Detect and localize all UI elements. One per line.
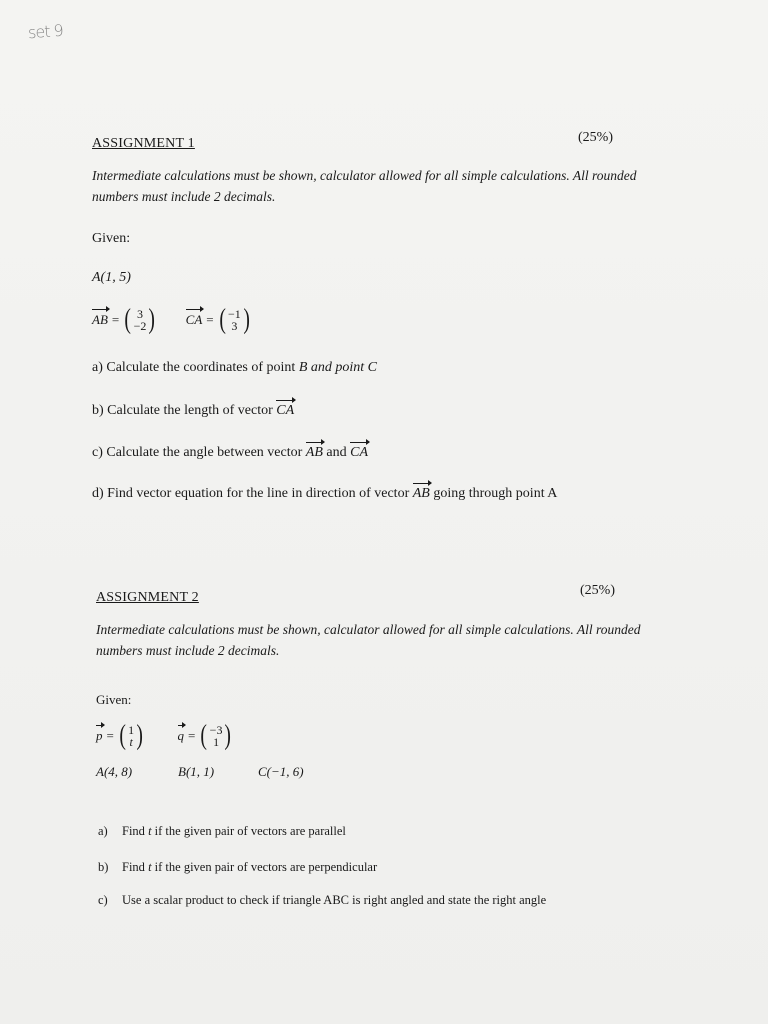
question-c-text: c) Calculate the angle between vector <box>92 445 306 460</box>
question-d-vector: AB <box>412 486 430 501</box>
assignment1-weight: (25%) <box>578 130 613 145</box>
assignment2-item-b <box>98 860 377 875</box>
question-b-vector: CA <box>276 403 295 418</box>
assignment2-weight: (25%) <box>580 583 615 598</box>
item-text-pre: Use a scalar product to check if triangle ABC is right angled and state the right angle <box>122 893 547 907</box>
vector-q-top: −3 <box>209 723 223 737</box>
handwritten-note: set 9 <box>27 20 64 43</box>
item-label: c) <box>98 893 108 907</box>
assignment1-question-d <box>92 486 557 502</box>
vector-p-top: 1 <box>128 723 135 737</box>
vector-q-bottom: 1 <box>213 735 220 749</box>
vector-ca: CA = ( −1 3 ) <box>185 304 250 335</box>
assignment2-instructions: Intermediate calculations must be shown, calculator allowed for all simple calculations. All rounded numbers must include 2 decimals. <box>96 622 641 658</box>
vector-ab-name: AB <box>92 312 108 327</box>
vector-ca-top: −1 <box>227 307 241 321</box>
item-var: t <box>148 860 152 874</box>
question-d-text: d) Find vector equation for the line in direction of vector <box>92 486 413 501</box>
vector-ab: AB = ( 3 −2 ) <box>92 304 156 335</box>
assignment1-heading: ASSIGNMENT 1 <box>92 136 195 151</box>
assignment1-vectors <box>92 306 251 334</box>
assignment1-question-b <box>92 403 294 419</box>
item-text-pre: Find <box>122 860 149 874</box>
item-var: t <box>148 824 152 838</box>
assignment2-point-c: C(−1, 6) <box>258 764 304 779</box>
item-text-post: if the given pair of vectors are perpendicular <box>151 860 378 874</box>
question-a-text: a) Calculate the coordinates of point <box>92 360 299 375</box>
vector-p: p = ( 1 t ) <box>96 720 144 751</box>
item-text-pre: Find <box>122 824 149 838</box>
assignment2-heading: ASSIGNMENT 2 <box>96 590 199 605</box>
vector-ab-top: 3 <box>136 307 143 321</box>
assignment2-vectors <box>96 722 233 750</box>
vector-ca-bottom: 3 <box>231 319 238 333</box>
vector-q-name: q <box>177 728 184 743</box>
assignment1-question-a <box>92 360 377 376</box>
item-label: b) <box>98 860 109 874</box>
assignment2-item-a <box>98 824 346 839</box>
assignment2-item-c <box>98 893 546 908</box>
item-label: a) <box>98 824 108 838</box>
question-c-vector2: CA <box>350 445 368 460</box>
assignment1-point-a: A(1, 5) <box>92 270 131 285</box>
item-text-post: if the given pair of vectors are parallel <box>151 824 346 838</box>
assignment2-given-label: Given: <box>96 692 132 707</box>
assignment1-instructions: Intermediate calculations must be shown, calculator allowed for all simple calculations. All rounded numbers must include 2 decimals. <box>92 168 637 204</box>
question-b-text: b) Calculate the length of vector <box>92 403 277 418</box>
assignment2-point-a: A(4, 8) <box>96 764 133 779</box>
vector-q: q = ( −3 1 ) <box>177 720 232 751</box>
vector-ab-bottom: −2 <box>133 319 147 333</box>
assignment1-given-label: Given: <box>92 231 131 246</box>
question-d-tail: going through point A <box>429 486 558 501</box>
vector-p-bottom: t <box>129 735 133 749</box>
assignment2-point-b: B(1, 1) <box>178 764 215 779</box>
vector-p-name: p <box>96 728 103 743</box>
question-a-math: B and point C <box>298 360 377 375</box>
assignment1-question-c <box>92 445 368 461</box>
vector-ca-name: CA <box>185 312 203 327</box>
question-c-vector1: AB <box>305 445 323 460</box>
question-c-mid: and <box>322 445 351 460</box>
